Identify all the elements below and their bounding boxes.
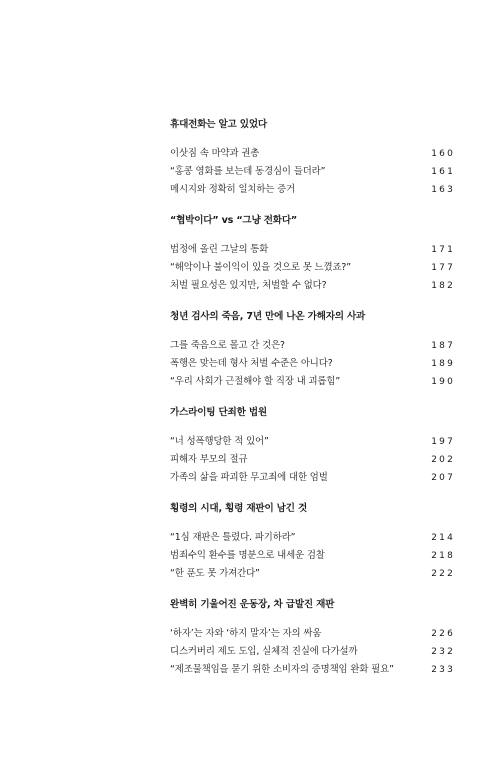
entry-page-number: 214	[431, 533, 455, 543]
toc-entry[interactable]	[170, 374, 453, 390]
toc-entry[interactable]	[170, 470, 453, 486]
entry-page-number: 202	[431, 455, 455, 465]
section-title: “협박이다” vs “그냥 전화다”	[170, 215, 298, 226]
entry-page-number: 218	[431, 551, 455, 561]
entry-page-number: 163	[431, 185, 455, 195]
entry-page-number: 187	[431, 341, 455, 351]
section-title: 횡령의 시대, 횡령 재판이 남긴 것	[170, 503, 308, 514]
entry-page-number: 177	[431, 263, 455, 273]
toc-entry[interactable]	[170, 182, 453, 198]
entry-title: 폭행은 맞는데 형사 처벌 수준은 아니다?	[170, 358, 333, 369]
entry-page-number: 232	[431, 647, 455, 657]
entry-title: “한 푼도 못 가져간다”	[170, 568, 260, 579]
entry-page-number: 197	[431, 437, 455, 447]
toc-entry[interactable]	[170, 356, 453, 372]
section-title: 청년 검사의 죽음, 7년 만에 나온 가해자의 사과	[170, 311, 366, 322]
entry-page-number: 226	[431, 629, 455, 639]
entry-title: “우리 사회가 근절해야 할 직장 내 괴롭힘”	[170, 376, 341, 387]
toc-section	[170, 502, 453, 582]
section-title: 가스라이팅 단죄한 법원	[170, 407, 267, 418]
entry-title: 범죄수익 환수를 명분으로 내세운 검찰	[170, 550, 325, 561]
toc-entry[interactable]	[170, 278, 453, 294]
toc-entry[interactable]	[170, 338, 453, 354]
entry-title: 가족의 삶을 파괴한 무고죄에 대한 엄벌	[170, 472, 328, 483]
entry-title: “너 성폭행당한 적 있어”	[170, 436, 269, 447]
toc-entry[interactable]	[170, 146, 453, 162]
toc-entry[interactable]	[170, 452, 453, 468]
entry-title: “1심 재판은 틀렸다. 파기하라”	[170, 532, 296, 543]
entry-page-number: 160	[431, 149, 455, 159]
entry-title: “해악이나 불이익이 있을 것으로 못 느꼈죠?”	[170, 262, 352, 273]
toc-entry[interactable]	[170, 164, 453, 180]
entry-title: 처벌 필요성은 있지만, 처벌할 수 없다?	[170, 280, 327, 291]
section-title: 휴대전화는 알고 있었다	[170, 119, 267, 130]
entry-title: 메시지와 정확히 일치하는 증거	[170, 184, 296, 195]
table-of-contents	[170, 118, 453, 694]
entry-title: 그를 죽음으로 몰고 간 것은?	[170, 340, 285, 351]
toc-entry[interactable]	[170, 566, 453, 582]
entry-page-number: 190	[431, 377, 455, 387]
entry-title: ‘하자’는 자와 ‘하지 말자’는 자의 싸움	[170, 628, 322, 639]
toc-entry[interactable]	[170, 644, 453, 660]
toc-entry[interactable]	[170, 548, 453, 564]
toc-section	[170, 310, 453, 390]
entry-page-number: 171	[431, 245, 455, 255]
toc-entry[interactable]	[170, 242, 453, 258]
entry-title: 이삿짐 속 마약과 권총	[170, 148, 260, 159]
toc-section	[170, 406, 453, 486]
entry-page-number: 182	[431, 281, 455, 291]
toc-entry[interactable]	[170, 260, 453, 276]
toc-section	[170, 214, 453, 294]
entry-title: 피해자 부모의 절규	[170, 454, 248, 465]
toc-section	[170, 598, 453, 678]
toc-entry[interactable]	[170, 626, 453, 642]
toc-entry[interactable]	[170, 662, 453, 678]
entry-title: 디스커버리 제도 도입, 실체적 진실에 다가설까	[170, 646, 358, 657]
toc-entry[interactable]	[170, 530, 453, 546]
toc-section	[170, 118, 453, 198]
entry-page-number: 233	[431, 665, 455, 675]
entry-page-number: 222	[431, 569, 455, 579]
entry-page-number: 189	[431, 359, 455, 369]
section-title: 완벽히 기울어진 운동장, 차 급발진 재판	[170, 599, 335, 610]
entry-page-number: 161	[431, 167, 455, 177]
entry-title: “홍콩 영화를 보는데 동경심이 들더라”	[170, 166, 326, 177]
toc-entry[interactable]	[170, 434, 453, 450]
entry-title: “제조물책임을 묻기 위한 소비자의 증명책임 완화 필요”	[170, 664, 394, 675]
entry-page-number: 207	[431, 473, 455, 483]
entry-title: 법정에 올린 그날의 통화	[170, 244, 269, 255]
